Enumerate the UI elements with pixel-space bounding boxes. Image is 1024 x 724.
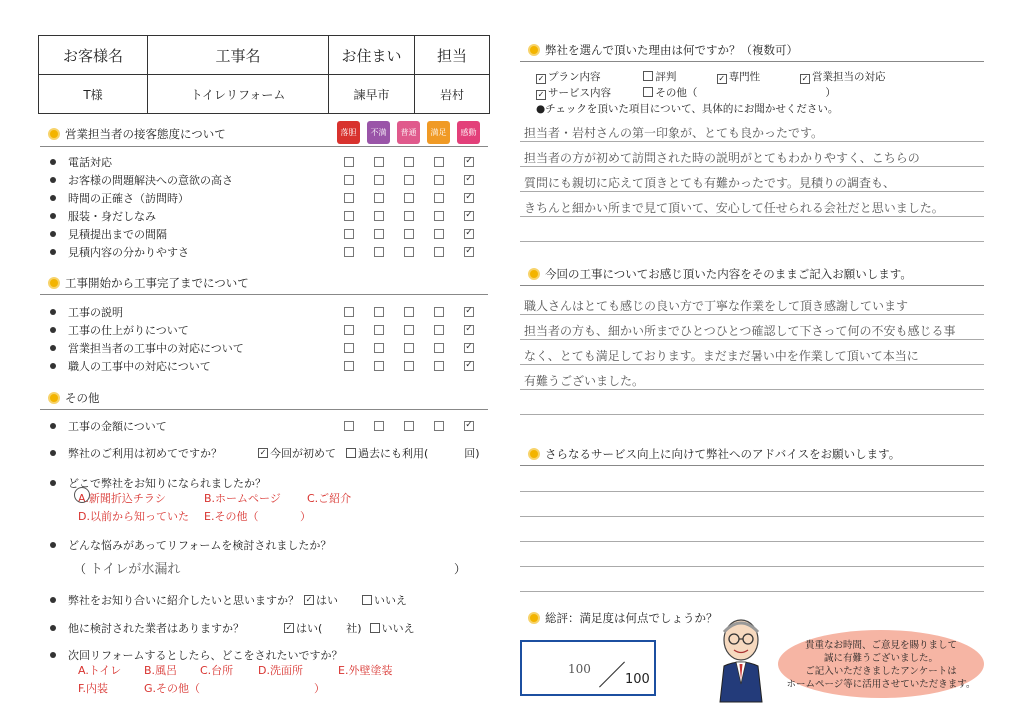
option-times: 回) xyxy=(464,447,480,460)
rating-falling: 落胆 xyxy=(337,121,360,144)
how-known-options-row2 xyxy=(78,508,311,524)
writing-line xyxy=(520,216,984,217)
handwritten-answer[interactable]: 質問にも親切に応えて頂きとても有難かったです。見積りの調査も、 xyxy=(524,176,896,190)
option-other[interactable]: G.その他（ xyxy=(144,682,201,695)
rating-item-label: 工事の仕上がりについて xyxy=(68,324,189,337)
section-title: 総評：満足度は何点でしょうか？ xyxy=(545,611,718,625)
option-first-time: 今回が初めて xyxy=(270,447,336,460)
flower-icon xyxy=(48,392,60,404)
handwritten-answer[interactable]: 担当者の方が初めて訪問された時の説明がとてもわかりやすく、こちらの xyxy=(524,151,920,165)
rating-checkbox[interactable] xyxy=(434,211,444,221)
option-other-close: ） xyxy=(300,510,311,523)
section-title: 今回の工事についてお感じ頂いた内容をそのままご記入お願いします。 xyxy=(545,267,912,281)
flower-icon xyxy=(528,612,540,624)
handwritten-answer[interactable]: 担当者の方も、細かい所までひとつひとつ確認して下さって何の不安も感じる事 xyxy=(524,324,956,338)
rating-checkbox[interactable] xyxy=(404,361,414,371)
flower-icon xyxy=(528,448,540,460)
option-homepage[interactable]: B.ホームページ xyxy=(204,492,281,505)
value-residence: 諫早市 xyxy=(329,75,415,114)
checkbox-no[interactable] xyxy=(362,595,372,605)
bullet xyxy=(50,231,56,237)
handwritten-answer[interactable]: 職人さんはとても感じの良い方で丁寧な作業をして頂き感謝しています xyxy=(524,299,909,313)
option-service: サービス内容 xyxy=(548,87,611,99)
rating-item-label: 職人の工事中の対応について xyxy=(68,360,211,373)
rating-checkbox[interactable] xyxy=(404,343,414,353)
rating-item-label: 見積内容の分かりやすさ xyxy=(68,246,189,259)
bullet xyxy=(50,177,56,183)
rating-checkbox[interactable] xyxy=(404,229,414,239)
section-impression xyxy=(528,266,912,282)
rating-checkbox[interactable] xyxy=(344,343,354,353)
option-toilet[interactable]: A.トイレ xyxy=(78,664,122,677)
rating-item xyxy=(50,340,244,356)
rating-checkbox[interactable] xyxy=(344,193,354,203)
rating-item xyxy=(50,418,167,434)
rating-item-label: 営業担当者の工事中の対応について xyxy=(68,342,244,355)
question-recommend xyxy=(50,592,407,608)
bullet xyxy=(50,652,56,658)
score-value: 100 xyxy=(568,662,591,676)
bullet xyxy=(50,450,56,456)
question-first-time xyxy=(50,445,480,461)
rating-checkbox[interactable]: ✓ xyxy=(465,246,473,256)
rating-checkbox[interactable] xyxy=(374,247,384,257)
rating-checkbox[interactable]: ✓ xyxy=(465,210,473,220)
rating-checkbox[interactable] xyxy=(374,193,384,203)
section-construction xyxy=(48,275,249,291)
bullet xyxy=(50,249,56,255)
rating-checkbox[interactable] xyxy=(434,307,444,317)
rating-checkbox[interactable] xyxy=(374,361,384,371)
bullet xyxy=(50,309,56,315)
question-text: 弊社をお知り合いに紹介したいと思いますか？ xyxy=(68,594,299,607)
rating-item-label: 服装・身だしなみ xyxy=(68,210,156,223)
flower-icon xyxy=(48,277,60,289)
rating-checkbox[interactable] xyxy=(404,421,414,431)
option-newspaper[interactable]: A.新聞折込チラシ xyxy=(78,492,166,505)
option-yes: はい( xyxy=(296,622,323,635)
bullet xyxy=(50,159,56,165)
rating-checkbox[interactable]: ✓ xyxy=(465,360,473,370)
section-title: その他 xyxy=(65,391,100,405)
thanks-text: ホームページ等に活用させていただきます。 xyxy=(786,679,976,690)
rating-item xyxy=(50,244,189,260)
rating-item xyxy=(50,322,189,338)
rating-checkbox[interactable]: ✓ xyxy=(465,420,473,430)
question-text: どこで弊社をお知りになられましたか？ xyxy=(68,477,266,490)
writing-line xyxy=(520,491,984,492)
rating-checkbox[interactable] xyxy=(404,211,414,221)
flower-icon xyxy=(528,268,540,280)
checkbox-service[interactable]: ✓ xyxy=(537,90,545,99)
checkbox-yes[interactable]: ✓ xyxy=(285,623,293,632)
checkbox-other[interactable] xyxy=(643,87,653,97)
checkbox-reputation[interactable] xyxy=(643,71,653,81)
writing-line xyxy=(520,141,984,142)
rating-checkbox[interactable]: ✓ xyxy=(465,306,473,316)
thanks-text: 貴重なお時間、ご意見を賜りまして xyxy=(804,640,957,651)
bullet xyxy=(50,625,56,631)
rating-checkbox[interactable] xyxy=(434,193,444,203)
writing-line xyxy=(520,516,984,517)
circle-mark xyxy=(74,487,90,503)
option-referral[interactable]: C.ご紹介 xyxy=(307,492,352,505)
writing-line xyxy=(520,566,984,567)
reason-note: ●チェックを頂いた項目について、具体的にお聞かせください。 xyxy=(536,103,839,115)
rating-checkbox[interactable]: ✓ xyxy=(465,156,473,166)
option-exterior[interactable]: E.外壁塗装 xyxy=(338,664,393,677)
question-next-reform xyxy=(50,647,342,663)
rating-item xyxy=(50,208,156,224)
checkbox-plan[interactable]: ✓ xyxy=(537,74,545,83)
bullet xyxy=(50,423,56,429)
rating-checkbox[interactable] xyxy=(344,175,354,185)
option-companies: 社) xyxy=(346,622,362,635)
bullet xyxy=(50,542,56,548)
score-box[interactable] xyxy=(520,640,656,696)
rating-checkbox[interactable] xyxy=(434,343,444,353)
writing-line xyxy=(520,339,984,340)
option-reputation: 評判 xyxy=(655,71,677,83)
checkbox-yes[interactable]: ✓ xyxy=(305,595,313,604)
writing-line xyxy=(520,364,984,365)
rating-checkbox[interactable] xyxy=(374,421,384,431)
rating-checkbox[interactable]: ✓ xyxy=(465,174,473,184)
section-sales-attitude xyxy=(48,126,226,142)
value-work: トイレリフォーム xyxy=(148,75,329,114)
rating-normal: 普通 xyxy=(397,121,420,144)
rating-item-label: 工事の金額について xyxy=(68,420,167,433)
rating-checkbox[interactable] xyxy=(404,157,414,167)
writing-line xyxy=(520,541,984,542)
rating-checkbox[interactable] xyxy=(344,247,354,257)
rating-checkbox[interactable] xyxy=(374,229,384,239)
question-concerns xyxy=(50,537,331,553)
section-other xyxy=(48,390,100,406)
bullet xyxy=(50,195,56,201)
header-customer: お客様名 xyxy=(39,36,148,75)
writing-line xyxy=(520,414,984,415)
value-customer: T様 xyxy=(39,75,148,114)
checkbox-expertise[interactable]: ✓ xyxy=(718,74,726,83)
handwritten-answer[interactable]: 有難うございました。 xyxy=(524,374,645,388)
rating-checkbox[interactable] xyxy=(344,307,354,317)
rating-satisfied: 満足 xyxy=(427,121,450,144)
option-no: いいえ xyxy=(381,622,415,635)
option-other-close: ） xyxy=(825,87,836,99)
divider xyxy=(520,465,984,466)
rating-checkbox[interactable] xyxy=(404,175,414,185)
rating-checkbox[interactable] xyxy=(374,325,384,335)
option-yes: はい xyxy=(316,594,338,607)
question-text: 他に検討された業者はありますか？ xyxy=(68,622,244,635)
option-other: その他（ xyxy=(655,87,698,99)
rating-checkbox[interactable] xyxy=(374,307,384,317)
rating-checkbox[interactable] xyxy=(344,361,354,371)
option-known-before[interactable]: D.以前から知っていた xyxy=(78,510,189,523)
value-staff: 岩村 xyxy=(415,75,490,114)
thanks-text: ご記入いただきましたアンケートは xyxy=(805,666,957,677)
rating-item xyxy=(50,190,189,206)
checkbox-no[interactable] xyxy=(370,623,380,633)
section-advice xyxy=(528,446,900,462)
rating-checkbox[interactable] xyxy=(344,421,354,431)
bullet xyxy=(50,213,56,219)
section-title: 営業担当者の接客態度について xyxy=(65,127,226,141)
writing-line xyxy=(520,166,984,167)
section-overall xyxy=(528,610,718,626)
reason-options-row1 xyxy=(536,69,886,84)
bullet xyxy=(50,480,56,486)
bullet xyxy=(50,597,56,603)
option-washroom[interactable]: D.洗面所 xyxy=(258,664,303,677)
option-bath[interactable]: B.風呂 xyxy=(144,664,178,677)
option-used-before: 過去にも利用( xyxy=(358,447,429,460)
score-max: 100 xyxy=(625,672,650,687)
section-title: 工事開始から工事完了までについて xyxy=(65,276,249,290)
handwritten-answer[interactable]: きちんと細かい所まで見て頂いて、安心して任せられる会社だと思いました。 xyxy=(524,201,944,215)
checkbox-sales-response[interactable]: ✓ xyxy=(801,74,809,83)
rating-item-label: 電話対応 xyxy=(68,156,112,169)
bullet xyxy=(50,327,56,333)
rating-unsatisfied: 不満 xyxy=(367,121,390,144)
customer-info-table xyxy=(38,35,490,114)
how-known-options-row1 xyxy=(78,490,351,506)
rating-item xyxy=(50,226,167,242)
rating-checkbox[interactable] xyxy=(434,421,444,431)
thanks-text: 誠に有難うございました。 xyxy=(823,653,938,664)
writing-line xyxy=(520,389,984,390)
rating-item-label: お客様の問題解決への意欲の高さ xyxy=(68,174,233,187)
rating-checkbox[interactable] xyxy=(404,307,414,317)
divider xyxy=(40,409,488,410)
rating-checkbox[interactable] xyxy=(434,247,444,257)
rating-item xyxy=(50,154,112,170)
rating-checkbox[interactable] xyxy=(434,157,444,167)
option-other[interactable]: E.その他（ xyxy=(204,510,259,523)
rating-item-label: 工事の説明 xyxy=(68,306,123,319)
bullet xyxy=(50,363,56,369)
rating-impressed: 感動 xyxy=(457,121,480,144)
question-text: 次回リフォームするとしたら、どこをされたいですか？ xyxy=(68,649,343,662)
writing-line xyxy=(520,314,984,315)
rating-item xyxy=(50,172,233,188)
rating-item xyxy=(50,304,123,320)
checkbox-used-before[interactable] xyxy=(346,448,356,458)
handwritten-answer[interactable]: なく、とても満足しております。まだまだ暑い中を作業して頂いて本当に xyxy=(524,349,919,363)
rating-checkbox[interactable] xyxy=(374,343,384,353)
rating-checkbox[interactable] xyxy=(374,211,384,221)
rating-checkbox[interactable]: ✓ xyxy=(465,228,473,238)
rating-item-label: 見積提出までの間隔 xyxy=(68,228,167,241)
rating-checkbox[interactable] xyxy=(374,175,384,185)
rating-item xyxy=(50,358,211,374)
option-other-close: ） xyxy=(314,682,325,695)
next-reform-row2 xyxy=(78,680,325,696)
question-text: 弊社のご利用は初めてですか？ xyxy=(68,447,222,460)
writing-line xyxy=(520,591,984,592)
paren-close: ） xyxy=(454,562,467,576)
question-other-companies xyxy=(50,620,415,636)
rating-checkbox[interactable] xyxy=(404,193,414,203)
concerns-answer[interactable]: トイレが水漏れ xyxy=(90,562,181,577)
reason-options-row2 xyxy=(536,85,836,100)
option-expertise: 専門性 xyxy=(728,71,761,83)
rating-checkbox[interactable]: ✓ xyxy=(465,324,473,334)
rating-checkbox[interactable] xyxy=(344,211,354,221)
rating-item-label: 時間の正確さ（訪問時） xyxy=(68,192,189,205)
rating-checkbox[interactable] xyxy=(344,157,354,167)
rating-checkbox[interactable] xyxy=(434,229,444,239)
rating-checkbox[interactable] xyxy=(374,157,384,167)
flower-icon xyxy=(528,44,540,56)
question-text: どんな悩みがあってリフォームを検討されましたか？ xyxy=(68,539,332,552)
divider xyxy=(520,61,984,62)
checkbox-first-time[interactable]: ✓ xyxy=(259,448,267,457)
divider xyxy=(40,294,488,295)
section-title: さらなるサービス向上に向けて弊社へのアドバイスをお願いします。 xyxy=(545,447,901,461)
option-interior[interactable]: F.内装 xyxy=(78,682,109,695)
header-staff: 担当 xyxy=(415,36,490,75)
rating-checkbox[interactable] xyxy=(344,325,354,335)
option-sales-response: 営業担当の対応 xyxy=(812,71,886,83)
rating-checkbox[interactable] xyxy=(434,175,444,185)
president-illustration xyxy=(712,614,770,704)
rating-checkbox[interactable] xyxy=(404,325,414,335)
section-title: 弊社を選んで頂いた理由は何ですか？（複数可） xyxy=(545,43,798,57)
divider xyxy=(520,285,984,286)
handwritten-answer[interactable]: 担当者・岩村さんの第一印象が、とても良かったです。 xyxy=(524,126,824,140)
score-slash: ／ xyxy=(598,659,627,692)
flower-icon xyxy=(48,128,60,140)
rating-checkbox[interactable] xyxy=(404,247,414,257)
section-reason xyxy=(528,42,798,58)
writing-line xyxy=(520,191,984,192)
divider xyxy=(40,146,488,147)
rating-checkbox[interactable] xyxy=(344,229,354,239)
rating-checkbox[interactable] xyxy=(434,361,444,371)
option-kitchen[interactable]: C.台所 xyxy=(200,664,234,677)
header-residence: お住まい xyxy=(329,36,415,75)
rating-checkbox[interactable]: ✓ xyxy=(465,342,473,352)
bullet xyxy=(50,345,56,351)
paren-open: （ xyxy=(74,562,87,576)
option-no: いいえ xyxy=(374,594,407,607)
next-reform-row1 xyxy=(78,662,392,678)
writing-line xyxy=(520,241,984,242)
header-work: 工事名 xyxy=(148,36,329,75)
option-plan: プラン内容 xyxy=(548,71,601,83)
rating-checkbox[interactable] xyxy=(434,325,444,335)
rating-checkbox[interactable]: ✓ xyxy=(465,192,473,202)
